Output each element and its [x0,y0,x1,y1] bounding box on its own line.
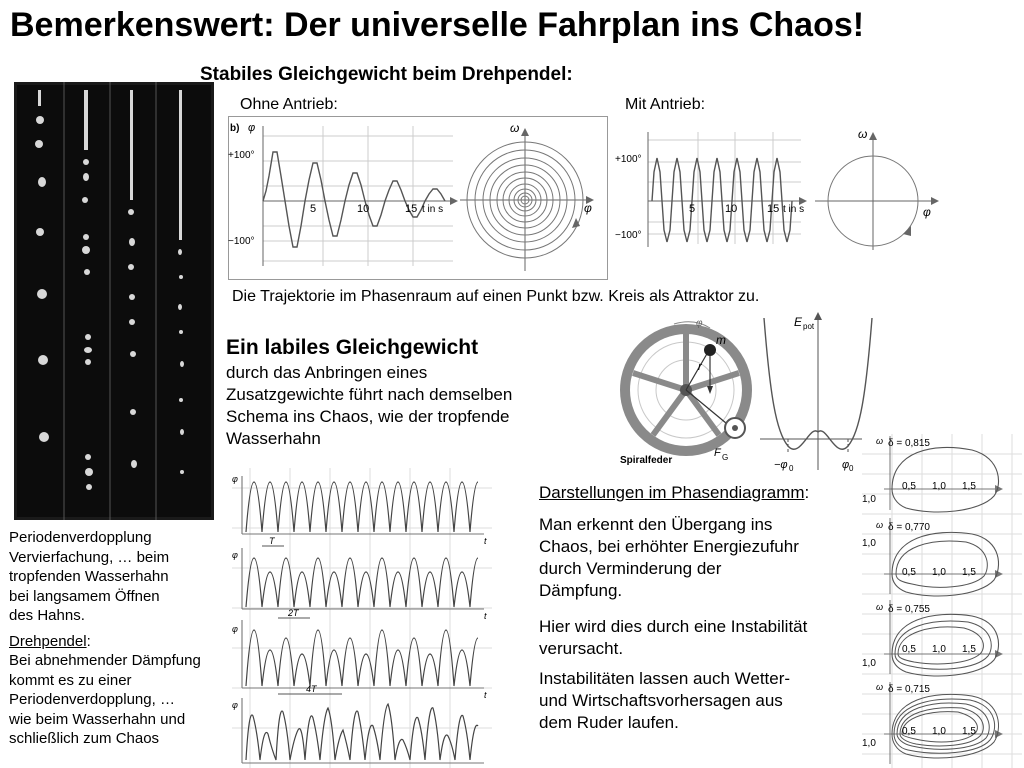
note-line: Hier wird dies durch eine Instabilität [539,617,808,636]
y-axis-label: 1,0 [862,658,876,669]
angle-label: φ [696,318,703,329]
x-tick: 1,5 [962,481,976,492]
x-tick: 0,5 [902,644,916,655]
phi-symbol: φ [232,474,238,484]
drehpendel-heading: Drehpendel [9,632,87,650]
note-line: schließlich zum Chaos [9,730,160,747]
gravity-label: F [714,447,721,459]
left-notes [9,528,234,749]
note-line: Instabilitäten lassen auch Wetter- [539,669,791,688]
y-tick-bottom: −100° [228,236,255,247]
omega-symbol: ω [876,520,884,530]
note-line: des Hahns. [9,607,85,624]
x-axis-label: t in s [783,204,805,215]
x-tick: 10 [357,203,370,215]
damped-oscillation-figure [228,116,608,280]
without-drive-label: Ohne Antrieb: [240,96,338,113]
y-axis-subscript: pot [803,322,815,331]
delta-label: δ = 0,715 [888,684,930,695]
labile-line: Zusatzgewichte führt nach demselben [226,385,513,404]
delta-label: δ = 0,755 [888,604,930,615]
x-tick: 1,0 [932,481,946,492]
omega-symbol: ω [876,436,884,446]
mass-label: m [716,333,726,347]
note-line: Chaos, bei erhöhter Energiezufuhr [539,537,799,556]
y-tick-bottom: −100° [615,230,642,241]
note-line: bei langsamem Öffnen [9,587,160,605]
period-label-2T: 2T [288,608,299,618]
phi-symbol: φ [232,550,238,560]
x-tick: 0,5 [902,567,916,578]
x-tick: 0,5 [902,726,916,737]
y-axis-label: 1,0 [862,538,876,549]
y-axis-label: 1,0 [862,738,876,749]
t-symbol: t [484,536,487,546]
phi0-label: φ [842,459,850,471]
stable-equilibrium-heading: Stabiles Gleichgewicht beim Drehpendel: [200,64,573,85]
x-tick: 15 [767,203,780,215]
delta-label: δ = 0,770 [888,522,930,533]
phi-symbol: φ [923,205,931,219]
note-line: Periodenverdopplung [9,529,152,546]
period-label-4T: 4T [306,684,317,694]
page-title: Bemerkenswert: Der universelle Fahrplan ins Chaos! [10,6,865,44]
notes-heading [539,482,859,504]
y-axis-label: E [794,315,803,329]
phase-diagram-heading: Darstellungen im Phasendiagramm [539,483,805,502]
phi-axis-symbol: φ [248,122,256,134]
phi0-subscript: 0 [849,464,854,473]
phase-diagram-notes [539,482,859,734]
omega-symbol: ω [858,127,868,141]
labile-line: Schema ins Chaos, wie der tropfende [226,407,510,426]
phase-diagram-panels [862,434,1022,768]
period-doubling-time-series [232,468,492,768]
note-line: wie beim Wasserhahn und [9,710,186,728]
note-line: tropfenden Wasserhahn [9,568,169,585]
note-line: kommt es zu einer [9,671,132,689]
note-line: durch Verminderung der [539,559,722,578]
period-label-T: T [269,536,275,546]
note-line: Periodenverdopplung, … [9,691,175,708]
y-axis-label: 1,0 [862,494,876,505]
spring-label: Spiralfeder [620,455,673,466]
x-tick: 5 [689,203,696,215]
x-tick: 15 [405,203,418,215]
x-tick: 1,0 [932,567,946,578]
heading-colon: : [86,632,91,650]
trajectory-text: Die Trajektorie im Phasenraum auf einen Punkt bzw. Kreis als Attraktor zu. [232,288,760,305]
x-tick: 0,5 [902,481,916,492]
note-line: und Wirtschaftsvorhersagen aus [539,691,783,710]
omega-symbol: ω [510,121,520,135]
labile-line: Wasserhahn [226,429,321,448]
delta-label: δ = 0,815 [888,438,930,449]
omega-symbol: ω [876,602,884,612]
note-line: dem Ruder laufen. [539,713,679,732]
x-tick: 1,0 [932,726,946,737]
with-drive-label: Mit Antrieb: [625,96,706,113]
x-tick: 1,0 [932,644,946,655]
labile-heading: Ein labiles Gleichgewicht [226,336,479,359]
driven-oscillation-figure [615,122,945,258]
x-axis-label: t in s [422,204,444,215]
x-tick: 1,5 [962,644,976,655]
y-tick-top: +100° [228,150,255,161]
t-symbol: t [484,611,487,621]
phi-symbol: φ [584,201,592,215]
gravity-subscript: G [722,453,729,462]
minus-phi0-label: −φ [774,459,788,471]
phi0-subscript: 0 [789,464,794,473]
phi-symbol: φ [232,700,238,710]
omega-symbol: ω [876,682,884,692]
heading-colon: : [804,483,810,502]
x-tick: 1,5 [962,567,976,578]
note-line: Vervierfachung, … beim [9,548,170,566]
note-line: Dämpfung. [539,581,623,600]
note-heading [9,632,234,652]
labile-description [226,362,576,450]
y-tick-top: +100° [615,154,642,165]
limit-circle [815,127,939,250]
dripping-faucet-photo [14,82,214,520]
labile-line: durch das Anbringen eines [226,363,428,382]
note-line: Bei abnehmender Dämpfung [9,652,201,669]
t-symbol: t [484,690,487,700]
phi-symbol: φ [232,624,238,634]
driven-oscillation-curve [652,158,792,242]
panel-label: b) [230,123,240,134]
radius-label: r [698,361,702,373]
note-line: verursacht. [539,639,624,658]
note-line: Man erkennt den Übergang ins [539,515,773,534]
x-tick: 5 [310,203,317,215]
x-tick: 1,5 [962,726,976,737]
x-tick: 10 [725,203,738,215]
